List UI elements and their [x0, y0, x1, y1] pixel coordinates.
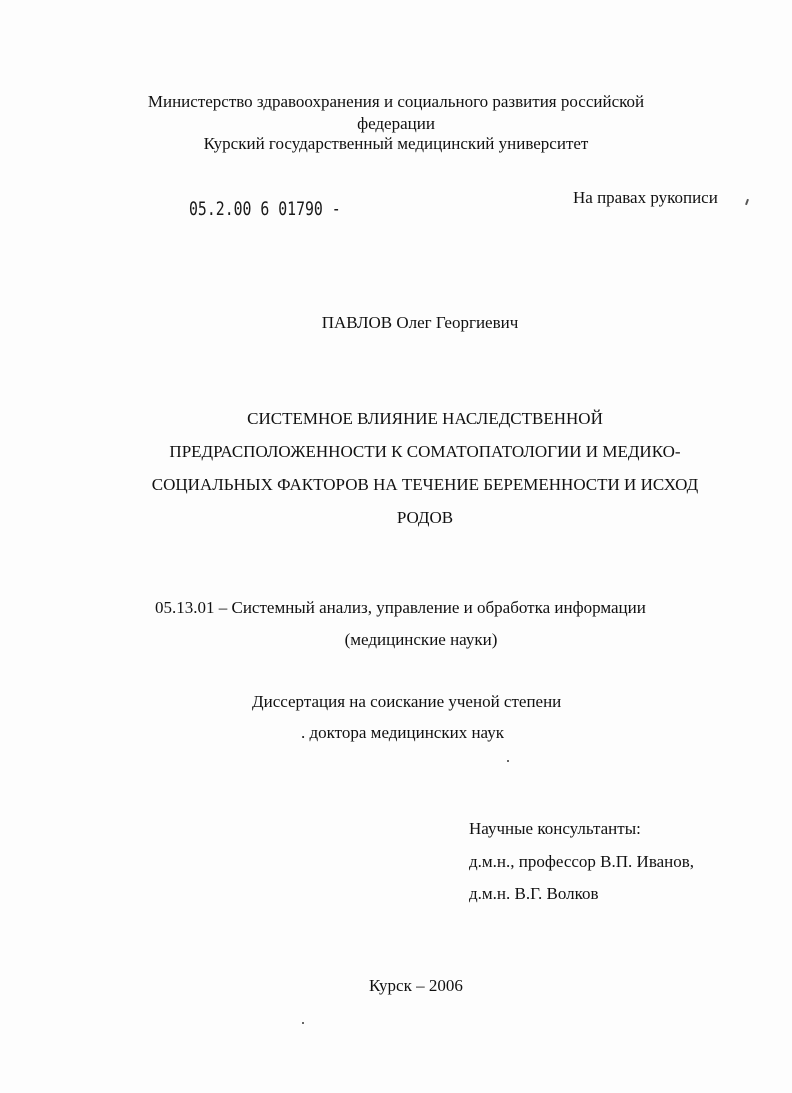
specialty-code: 05.13.01 – Системный анализ, управление и обработка информации	[155, 598, 646, 617]
specialty-field: (медицинские науки)	[344, 630, 498, 649]
title-line-4: РОДОВ	[396, 508, 454, 527]
stray-dot	[507, 760, 509, 762]
university-name: Курский государственный медицинский университет	[203, 134, 589, 153]
ministry-line-2: федерации	[357, 114, 435, 133]
title-line-3: СОЦИАЛЬНЫХ ФАКТОРОВ НА ТЕЧЕНИЕ БЕРЕМЕННОСТИ И ИСХОД	[151, 475, 699, 494]
ministry-line-1: Министерство здравоохранения и социального развития российской	[147, 92, 645, 111]
title-line-2: ПРЕДРАСПОЛОЖЕННОСТИ К СОМАТОПАТОЛОГИИ И МЕДИКО-	[169, 442, 681, 461]
city-year: Курск – 2006	[369, 976, 463, 995]
registration-stamp: 05.2.00 6 01790 -	[189, 198, 341, 220]
degree-line-2: . доктора медицинских наук	[301, 723, 504, 742]
stray-mark	[745, 199, 749, 205]
title-line-1: СИСТЕМНОЕ ВЛИЯНИЕ НАСЛЕДСТВЕННОЙ	[247, 409, 603, 428]
consultant-second: д.м.н. В.Г. Волков	[469, 884, 599, 903]
consultants-label: Научные консультанты:	[469, 819, 641, 838]
consultant-first: д.м.н., профессор В.П. Иванов,	[469, 852, 695, 871]
manuscript-rights-label: На правах рукописи	[573, 188, 718, 207]
stray-dot	[302, 1022, 304, 1024]
degree-line-1: Диссертация на соискание ученой степени	[252, 692, 562, 711]
dissertation-title	[100, 402, 750, 534]
author-name: ПАВЛОВ Олег Георгиевич	[321, 313, 519, 332]
